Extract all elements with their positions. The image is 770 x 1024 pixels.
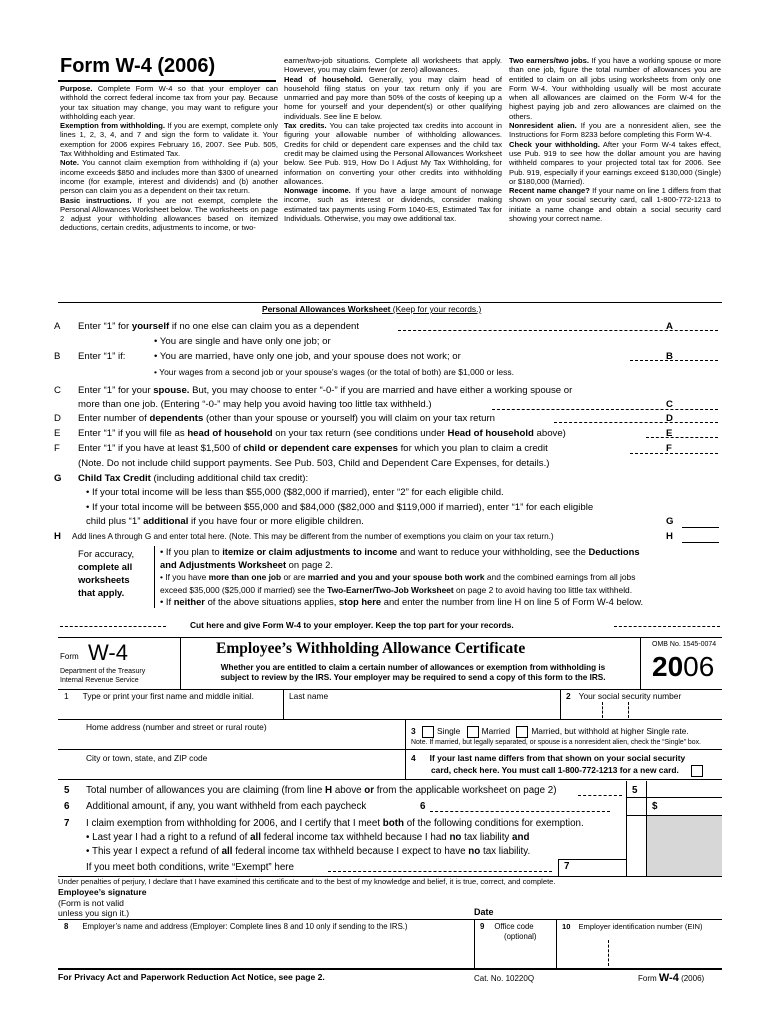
married-higher-single-checkbox[interactable] bbox=[516, 726, 528, 738]
last-name-input[interactable] bbox=[287, 701, 557, 718]
date-label: Date bbox=[474, 907, 494, 917]
instruction-paragraph: Note. You cannot claim exemption from withholding if (a) your income exceeds $850 and includes more than $300 of unearned income (for example, interest and dividends) and (b) another person can claim you as a dependent on their tax return. bbox=[60, 158, 278, 196]
instruction-paragraph: Two earners/two jobs. If you have a working spouse or more than one job, figure the total number of allowances you are entitled to claim on all jobs using worksheets from only one Form W-4. Your withholding usually will be most accurate when all allowances are claimed on the Form W-4 for the highest paying job and zero allowances are claimed on the others. bbox=[509, 56, 721, 121]
instruction-paragraph: Basic instructions. If you are not exempt, complete the Personal Allowances Worksheet below. The worksheets on page 2 adjust your withholding allowances based on itemized deductions, certain credits, adjustments to income, or two- bbox=[60, 195, 278, 233]
instructions-column-3 bbox=[509, 56, 721, 223]
line-3-note: Note. If married, but legally separated, or spouse is a nonresident alien, check the “Single” box. bbox=[411, 739, 701, 746]
instruction-paragraph: Nonwage income. If you have a large amount of nonwage income, such as interest or dividends, consider making estimated tax payments using Form 1040-ES, Estimated Tax for Individuals. Otherwise, you may owe additional tax. bbox=[284, 186, 503, 224]
line-5: 5 Total number of allowances you are claiming (from line H above or from the applicable worksheet on page 2) bbox=[64, 785, 557, 796]
office-code-input[interactable] bbox=[480, 944, 554, 966]
line-7-box-label: 7 bbox=[564, 861, 570, 872]
name-change-checkbox[interactable] bbox=[691, 765, 703, 777]
line-9: 9 Office code (optional) bbox=[480, 922, 537, 941]
single-checkbox[interactable] bbox=[422, 726, 434, 738]
instruction-paragraph: Head of household. Generally, you may claim head of household filing status on your tax return only if you are unmarried and pay more than 50% of the costs of keeping up a home for yourself and your dependent(s) or other qualifying individuals. See line E below. bbox=[284, 74, 502, 121]
date-input[interactable] bbox=[500, 900, 720, 918]
header-bottom-rule bbox=[58, 302, 722, 303]
line-6-box-label: 6 bbox=[420, 801, 426, 812]
worksheet-title: Personal Allowances Worksheet (Keep for your records.) bbox=[262, 304, 482, 314]
signature-label: Employee’s signature (Form is not valid unless you sign it.) bbox=[58, 887, 147, 918]
omb-number: OMB No. 1545-0074 bbox=[652, 641, 717, 648]
instructions-column-1 bbox=[60, 84, 278, 233]
cut-line-left bbox=[60, 626, 166, 627]
cert-subtitle: Whether you are entitled to claim a certain number of allowances or exemption from withholding is subject to review by the IRS. Your employer may be required to send a copy of this form to the IRS. bbox=[220, 663, 606, 682]
tax-year: 2006 bbox=[652, 651, 715, 682]
instructions-column-2 bbox=[284, 56, 502, 223]
instruction-paragraph: Nonresident alien. If you are a nonresident alien, see the Instructions for Form 8233 before completing this Form W-4. bbox=[509, 121, 721, 140]
instruction-paragraph: Recent name change? If your name on line 1 differs from that shown on your social security card, call 1-800-772-1213 to initiate a name change and obtain a social security card showing your correct name. bbox=[509, 186, 721, 224]
line-8: 8 Employer’s name and address (Employer: Complete lines 8 and 10 only if sending to the IRS.) bbox=[64, 922, 408, 931]
allowances-input[interactable] bbox=[648, 781, 720, 797]
line-3: 3 Single Married Married, but withhold at higher Single rate. bbox=[411, 726, 689, 737]
shaded-area bbox=[647, 816, 722, 876]
cut-line-text: Cut here and give Form W-4 to your employer. Keep the top part for your records. bbox=[190, 620, 514, 630]
title-rule bbox=[58, 80, 276, 82]
instruction-paragraph: earner/two-job situations. Complete all worksheets that apply. However, you may claim fewer (or zero) allowances. bbox=[284, 56, 502, 75]
employer-input[interactable] bbox=[84, 934, 470, 966]
cut-line-right bbox=[614, 626, 720, 627]
form-title: Form W-4 (2006) bbox=[60, 55, 216, 77]
line-4: 4 If your last name differs from that shown on your social security card, check here. You must call 1-800-772-1213 for a new card. bbox=[411, 752, 721, 777]
line-5-box-label: 5 bbox=[632, 785, 638, 796]
line-1: 1 Type or print your first name and middle initial. bbox=[64, 691, 254, 701]
footer-cat: Cat. No. 10220Q bbox=[474, 974, 535, 983]
home-address-label: Home address (number and street or rural route) bbox=[86, 722, 267, 732]
ein-input[interactable] bbox=[562, 938, 720, 966]
footer-privacy: For Privacy Act and Paperwork Reduction Act Notice, see page 2. bbox=[58, 972, 325, 982]
additional-amount-input[interactable] bbox=[662, 798, 720, 814]
ssn-input[interactable] bbox=[564, 701, 720, 718]
line-7: 7 I claim exemption from withholding for 2006, and I certify that I meet both of the following conditions for exemption. • Last year I had a right to a refund of all federal income tax withheld because I had no tax liability and • This year I expect a refund of all federal income tax withheld because I expect to have no tax liability. If you meet both conditions, write “Exempt” here bbox=[64, 818, 584, 873]
instruction-paragraph: Exemption from withholding. If you are exempt, complete only lines 1, 2, 3, 4, and 7 and sign the form to validate it. Your exemption for 2006 expires February 16, 2007. See Pub. 505, Tax Withholding and Estimated Tax. bbox=[60, 121, 278, 159]
signature-input[interactable] bbox=[150, 895, 470, 917]
line-10: 10 Employer identification number (EIN) bbox=[562, 922, 703, 931]
footer-form: Form W-4 (2006) bbox=[638, 972, 705, 984]
home-address-input[interactable] bbox=[84, 733, 402, 747]
instruction-paragraph: Purpose. Complete Form W-4 so that your employer can withhold the correct federal income tax from your pay. Because your tax situation may change, you may want to refigure your withholding each year. bbox=[60, 84, 278, 121]
line-6: 6 Additional amount, if any, you want withheld from each paycheck bbox=[64, 801, 367, 812]
accuracy-bracket bbox=[154, 546, 159, 608]
last-name-label: Last name bbox=[289, 691, 329, 701]
accuracy-note: For accuracy, complete all worksheets that apply. bbox=[78, 548, 135, 598]
perjury-statement: Under penalties of perjury, I declare that I have examined this certificate and to the best of my knowledge and belief, it is true, correct, and complete. bbox=[58, 877, 556, 886]
exempt-input[interactable] bbox=[574, 860, 624, 875]
department: Department of the Treasury Internal Revenue Service bbox=[60, 668, 146, 684]
form-label: Form bbox=[60, 652, 79, 661]
instruction-paragraph: Check your withholding. After your Form W-4 takes effect, use Pub. 919 to see how the dollar amount you are having withheld compares to your projected total tax for 2006. See Pub. 919, especially if your earnings exceed $130,000 (Single) or $180,000 (Married). bbox=[509, 139, 721, 186]
first-name-input[interactable] bbox=[84, 701, 279, 718]
h-notes: • If you plan to itemize or claim adjustments to income and want to reduce your withholding, see the Deductions and Adjustments Worksheet on page 2. • If you have more than one job or are married and you and your spouse both work and the combined earnings from all jobs exceed $35,000 ($25,000 if married) see the Two-Earner/Two-Job Worksheet on page 2 to avoid having too little tax withheld. • If neither of the above situations applies, stop here and enter the number from line H on line 5 of Form W-4 below. bbox=[160, 546, 644, 608]
cert-title: Employee’s Withholding Allowance Certificate bbox=[216, 640, 526, 657]
form-number: W-4 bbox=[88, 640, 128, 665]
dollar-sign: $ bbox=[652, 801, 658, 812]
ssn-label: 2 Your social security number bbox=[566, 691, 682, 701]
married-checkbox[interactable] bbox=[467, 726, 479, 738]
city-label: City or town, state, and ZIP code bbox=[86, 753, 208, 763]
instruction-paragraph: Tax credits. You can take projected tax credits into account in figuring your allowable number of withholding allowances. Credits for child or dependent care expenses and the child tax credit may be claimed using the Personal Allowances Worksheet below. See Pub. 919, How Do I Adjust My Tax Withholding, for information on converting your other credits into withholding allowances. bbox=[284, 121, 502, 186]
city-input[interactable] bbox=[84, 764, 402, 778]
